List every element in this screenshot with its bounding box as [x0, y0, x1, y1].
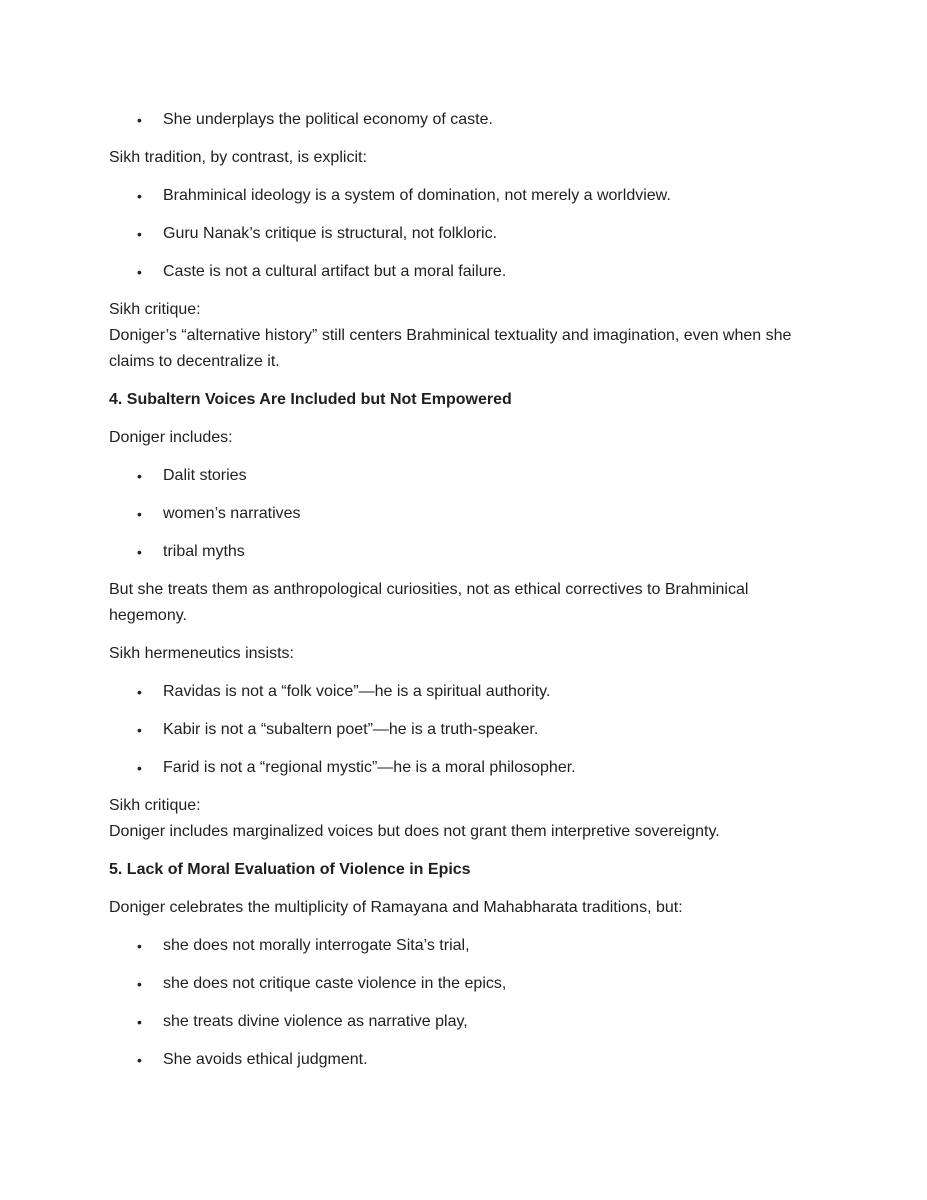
paragraph-line: Sikh hermeneutics insists: — [109, 645, 294, 662]
list-item-text: Dalit stories — [163, 467, 247, 484]
bullet-icon: • — [137, 506, 142, 522]
section-heading: 5. Lack of Moral Evaluation of Violence in Epics — [109, 861, 471, 878]
list-item-text: Ravidas is not a “folk voice”—he is a spiritual authority. — [163, 683, 551, 700]
list-item-text: she does not morally interrogate Sita’s trial, — [163, 937, 470, 954]
list-item — [109, 971, 818, 997]
bullet-list — [109, 107, 818, 133]
paragraph-line: Doniger’s “alternative history” still centers Brahminical textuality and imagination, even when she claims to decentralize it. — [109, 327, 792, 370]
bullet-icon: • — [137, 760, 142, 776]
list-item-text: Farid is not a “regional mystic”—he is a moral philosopher. — [163, 759, 576, 776]
bullet-list — [109, 463, 818, 565]
list-item-text: She underplays the political economy of caste. — [163, 111, 493, 128]
bullet-list — [109, 183, 818, 285]
list-item — [109, 259, 818, 285]
bullet-list — [109, 679, 818, 781]
list-item — [109, 501, 818, 527]
bullet-icon: • — [137, 468, 142, 484]
list-item — [109, 107, 818, 133]
bullet-icon: • — [137, 1052, 142, 1068]
list-item — [109, 1047, 818, 1073]
list-item-text: Caste is not a cultural artifact but a moral failure. — [163, 263, 507, 280]
paragraph — [109, 577, 818, 629]
list-item — [109, 221, 818, 247]
list-item-text: Brahminical ideology is a system of domination, not merely a worldview. — [163, 187, 671, 204]
list-item-text: she does not critique caste violence in the epics, — [163, 975, 507, 992]
section-heading: 4. Subaltern Voices Are Included but Not Empowered — [109, 391, 512, 408]
paragraph — [109, 793, 818, 845]
bullet-icon: • — [137, 1014, 142, 1030]
bullet-icon: • — [137, 264, 142, 280]
bullet-icon: • — [137, 938, 142, 954]
list-item — [109, 717, 818, 743]
list-item-text: she treats divine violence as narrative play, — [163, 1013, 468, 1030]
list-item-text: Guru Nanak’s critique is structural, not folkloric. — [163, 225, 498, 242]
paragraph — [109, 641, 818, 667]
list-item — [109, 755, 818, 781]
paragraph-line: Doniger includes marginalized voices but does not grant them interpretive sovereignty. — [109, 823, 720, 840]
list-item-text: women’s narratives — [163, 505, 301, 522]
list-item-text: Kabir is not a “subaltern poet”—he is a truth-speaker. — [163, 721, 539, 738]
list-item — [109, 183, 818, 209]
bullet-icon: • — [137, 544, 142, 560]
bullet-icon: • — [137, 112, 142, 128]
paragraph — [109, 145, 818, 171]
paragraph-line: Sikh critique: — [109, 301, 201, 318]
bullet-icon: • — [137, 722, 142, 738]
list-item — [109, 679, 818, 705]
bullet-icon: • — [137, 226, 142, 242]
paragraph-line: But she treats them as anthropological curiosities, not as ethical correctives to Brahminical hegemony. — [109, 581, 749, 624]
bullet-icon: • — [137, 976, 142, 992]
list-item — [109, 1009, 818, 1035]
list-item — [109, 463, 818, 489]
paragraph-line: Doniger includes: — [109, 429, 233, 446]
list-item-text: tribal myths — [163, 543, 245, 560]
list-item — [109, 933, 818, 959]
paragraph — [109, 425, 818, 451]
paragraph-line: Doniger celebrates the multiplicity of Ramayana and Mahabharata traditions, but: — [109, 899, 683, 916]
paragraph-line: Sikh tradition, by contrast, is explicit: — [109, 149, 367, 166]
list-item-text: She avoids ethical judgment. — [163, 1051, 368, 1068]
paragraph — [109, 895, 818, 921]
bullet-icon: • — [137, 684, 142, 700]
list-item — [109, 539, 818, 565]
paragraph — [109, 297, 818, 375]
bullet-list — [109, 933, 818, 1073]
bullet-icon: • — [137, 188, 142, 204]
paragraph-line: Sikh critique: — [109, 797, 201, 814]
